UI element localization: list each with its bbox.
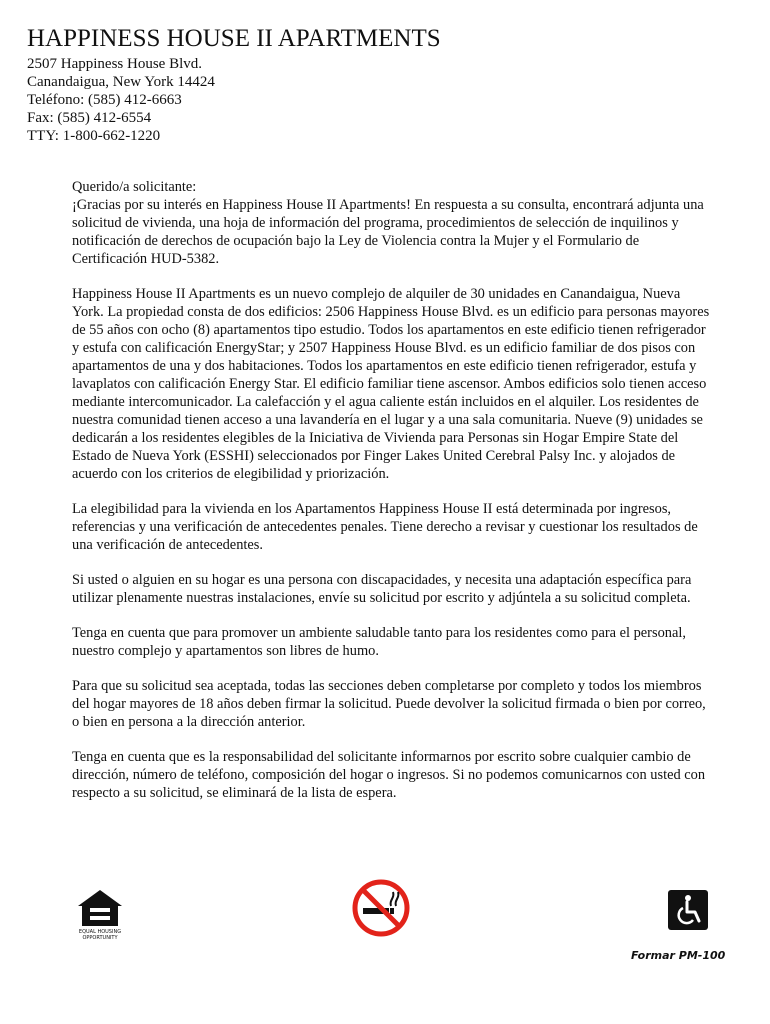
letter-paragraph-accommodation: Si usted o alguien en su hogar es una persona con discapacidades, y necesita una adaptación específica para utilizar plenamente nuestras instalaciones, envíe su solicitud por escrito y adjúntela a su solicitud completa. bbox=[72, 572, 692, 606]
letter-paragraph-property: Happiness House II Apartments es un nuevo complejo de alquiler de 30 unidades en Canandaigua, Nueva York. La propiedad consta de dos edificios: 2506 Happiness House Blvd. es un edificio para personas mayores de 55 años con ocho (8) apartamentos tipo estudio. Todos los apartamentos en este edificio tienen refrigerador y estufa con calificación EnergyStar; y 2507 Happiness House Blvd. es un edificio familiar de dos pisos con apartamentos de una y dos habitaciones. Todos los apartamentos en este edificio tienen refrigerador, estufa y lavaplatos con calificación Energy Star. El edificio familiar tiene ascensor. Ambos edificios solo tienen acceso mediante intercomunicador. La calefacción y el agua caliente están incluidos en el alquiler. Los residentes de nuestra comunidad tienen acceso a una lavandería en el lugar y a una sala comunitaria. Nueve (9) unidades se dedicarán a los residentes elegibles de la Iniciativa de Vivienda para Personas sin Hogar Empire State del Estado de Nueva York (ESSHI) seleccionados por Finger Lakes United Cerebral Palsy Inc. y alojados de acuerdo con los criterios de elegibilidad y priorización. bbox=[72, 286, 710, 482]
address-line-2: Canandaigua, New York 14424 bbox=[27, 74, 215, 90]
svg-text:OPPORTUNITY: OPPORTUNITY bbox=[82, 935, 118, 940]
form-code: Formar PM-100 bbox=[631, 949, 726, 962]
letter-paragraph-intro bbox=[72, 178, 712, 268]
fax-number: Fax: (585) 412-6554 bbox=[27, 110, 152, 126]
equal-housing-opportunity-icon bbox=[76, 888, 124, 940]
letter-paragraph-submission: Para que su solicitud sea aceptada, todas las secciones deben completarse por completo y todos los miembros del hogar mayores de 18 años deben firmar la solicitud. Puede devolver la solicitud firmada o bien por correo, o bien en persona a la dirección anterior. bbox=[72, 678, 706, 730]
paragraph-text: ¡Gracias por su interés en Happiness House II Apartments! En respuesta a su consulta, encontrará adjunta una solicitud de vivienda, una hoja de información del programa, procedimientos de selección de inquilinos y notificación de derechos de ocupación bajo la Ley de Violencia contra la Mujer y el Formulario de Certificación HUD-5382. bbox=[72, 197, 704, 267]
page-title: HAPPINESS HOUSE II APARTMENTS bbox=[27, 25, 441, 52]
salutation: Querido/a solicitante: bbox=[72, 179, 197, 195]
letter-paragraph-changes: Tenga en cuenta que es la responsabilidad del solicitante informarnos por escrito sobre cualquier cambio de dirección, número de teléfono, composición del hogar o ingresos. Si no podemos comunicarnos con usted con respecto a su solicitud, se eliminará de la lista de espera. bbox=[72, 749, 706, 801]
tty-number: TTY: 1-800-662-1220 bbox=[27, 128, 161, 144]
wheelchair-accessible-icon bbox=[668, 890, 708, 930]
phone-number: Teléfono: (585) 412-6663 bbox=[27, 92, 182, 108]
letter-body bbox=[72, 178, 712, 819]
logo-row bbox=[0, 878, 770, 948]
letter-paragraph-smoke-free: Tenga en cuenta que para promover un ambiente saludable tanto para los residentes como para el personal, nuestro complejo y apartamentos son libres de humo. bbox=[72, 625, 686, 659]
no-smoking-icon bbox=[351, 878, 411, 938]
contact-block bbox=[27, 55, 215, 145]
svg-text:EQUAL HOUSING: EQUAL HOUSING bbox=[78, 929, 122, 935]
letter-paragraph-eligibility: La elegibilidad para la vivienda en los Apartamentos Happiness House II está determinada por ingresos, referencias y una verificación de antecedentes penales. Tiene derecho a revisar y cuestionar los resultados de una verificación de antecedentes. bbox=[72, 501, 698, 553]
address-line-1: 2507 Happiness House Blvd. bbox=[27, 56, 202, 72]
